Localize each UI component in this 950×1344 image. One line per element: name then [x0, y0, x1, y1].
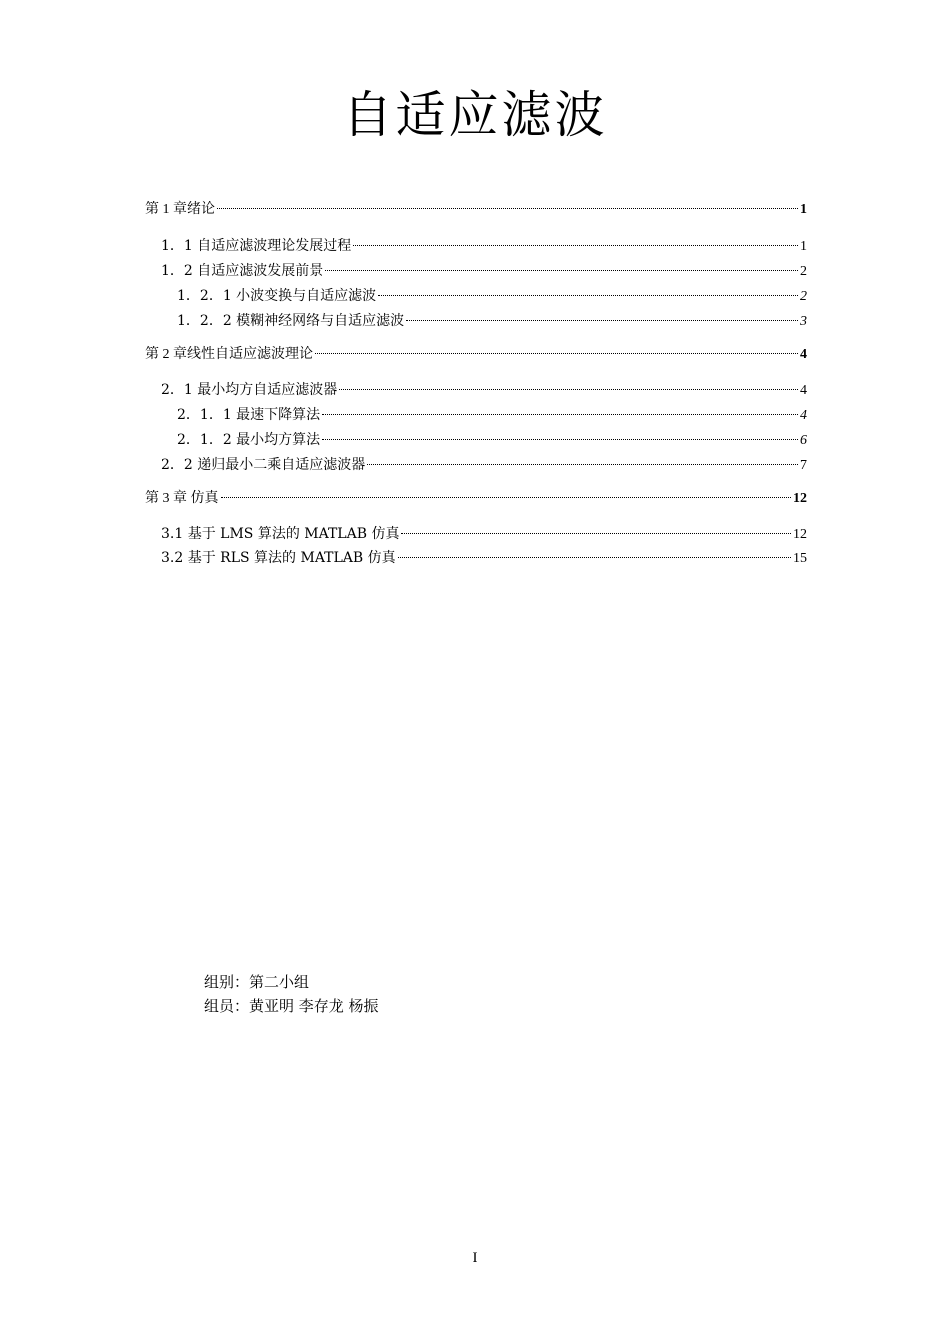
toc-entry-section-3-1[interactable] [161, 524, 807, 545]
members-line: 组员：黄亚明 李存龙 杨振 [204, 997, 379, 1015]
group-line: 组别：第二小组 [204, 973, 310, 991]
toc-entry-subsection-1-2-2[interactable] [177, 311, 807, 332]
toc-page-number: 12 [793, 491, 807, 506]
toc-entry-section-1-1[interactable] [161, 236, 807, 257]
toc-page-number: 7 [800, 458, 807, 473]
toc-page-number: 1 [800, 239, 807, 254]
toc-entry-section-1-2[interactable] [161, 261, 807, 282]
toc-entry-section-2-1[interactable] [161, 380, 807, 401]
toc-leader [217, 208, 798, 209]
toc-leader [322, 414, 798, 415]
toc-entry-text: 3.1 基于 LMS 算法的 MATLAB 仿真 [161, 526, 400, 542]
page-number-footer: I [472, 1250, 478, 1266]
toc-leader [315, 353, 798, 354]
toc-leader [406, 320, 798, 321]
toc-leader [401, 533, 791, 534]
toc-entry-text: 第 1 章绪论 [145, 202, 215, 217]
toc-page-number: 1 [800, 202, 807, 217]
toc-entry-text: 第 3 章 仿真 [145, 491, 219, 506]
toc-page-number: 4 [800, 383, 807, 398]
toc-entry-text: 1．2 自适应滤波发展前景 [161, 263, 324, 279]
group-info [204, 970, 379, 1018]
toc-entry-text: 3.2 基于 RLS 算法的 MATLAB 仿真 [161, 550, 396, 566]
toc-page-number: 3 [800, 314, 807, 329]
toc-entry-text: 2．1．2 最小均方算法 [177, 432, 321, 448]
toc-leader [322, 439, 798, 440]
toc-leader [221, 497, 792, 498]
toc-entry-text: 1．2．1 小波变换与自适应滤波 [177, 288, 377, 304]
toc-entry-chapter-2[interactable] [145, 345, 807, 365]
toc-entry-text: 2．1．1 最速下降算法 [177, 407, 321, 423]
toc-leader [398, 557, 791, 558]
toc-leader [339, 389, 798, 390]
toc-entry-text: 2．1 最小均方自适应滤波器 [161, 382, 338, 398]
toc-entry-chapter-1[interactable] [145, 200, 807, 220]
toc-entry-text: 1．2．2 模糊神经网络与自适应滤波 [177, 313, 405, 329]
toc-leader [353, 245, 798, 246]
toc-page-number: 15 [793, 551, 807, 566]
toc-entry-subsection-2-1-2[interactable] [177, 430, 807, 451]
toc-page-number: 4 [800, 408, 807, 423]
toc-entry-subsection-1-2-1[interactable] [177, 286, 807, 307]
toc-page-number: 2 [800, 264, 807, 279]
toc-entry-text: 第 2 章线性自适应滤波理论 [145, 347, 313, 362]
page-title: 自适应滤波 [342, 86, 608, 144]
toc-leader [367, 464, 798, 465]
toc-entry-section-2-2[interactable] [161, 455, 807, 476]
toc-entry-text: 1．1 自适应滤波理论发展过程 [161, 238, 352, 254]
toc-entry-section-3-2[interactable] [161, 548, 807, 569]
toc-page-number: 4 [800, 347, 807, 362]
toc-entry-subsection-2-1-1[interactable] [177, 405, 807, 426]
toc-entry-text: 2．2 递归最小二乘自适应滤波器 [161, 457, 366, 473]
toc-page-number: 12 [793, 527, 807, 542]
toc-entry-chapter-3[interactable] [145, 489, 807, 509]
toc-leader [325, 270, 798, 271]
toc-page-number: 6 [800, 433, 807, 448]
toc-leader [378, 295, 798, 296]
toc-page-number: 2 [800, 289, 807, 304]
